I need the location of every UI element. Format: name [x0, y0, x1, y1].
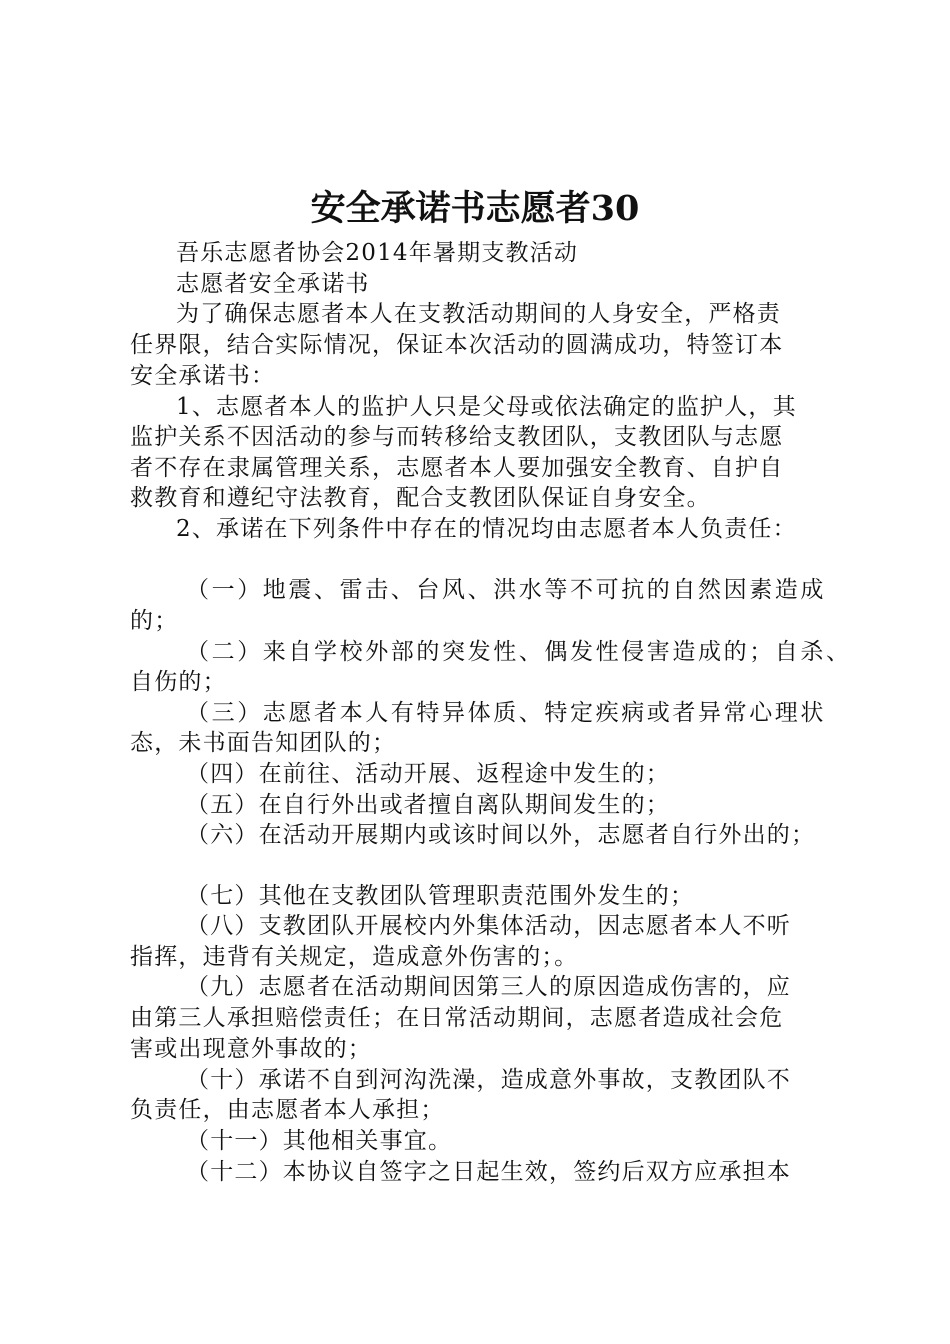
list-item-line: 负责任，由志愿者本人承担；: [130, 1097, 445, 1123]
paragraph-line: 任界限，结合实际情况，保证本次活动的圆满成功，特签订本: [130, 332, 784, 358]
subtitle-line: 志愿者安全承诺书: [176, 271, 370, 297]
list-item-line: 指挥，违背有关规定，造成意外伤害的；。: [130, 944, 579, 970]
list-item-line: （三）志愿者本人有特异体质、特定疾病或者异常心理状: [186, 700, 826, 726]
list-item-line: 由第三人承担赔偿责任；在日常活动期间，志愿者造成社会危: [130, 1005, 784, 1031]
paragraph-line: 者不存在隶属管理关系，志愿者本人要加强安全教育、自护自: [130, 455, 784, 481]
list-item-line: （九）志愿者在活动期间因第三人的原因造成伤害的，应: [186, 974, 791, 1000]
paragraph-line: 1、志愿者本人的监护人只是父母或依法确定的监护人，其: [176, 394, 797, 420]
list-item-line: （二）来自学校外部的突发性、偶发性侵害造成的；自杀、: [186, 639, 852, 665]
list-item-line: 害或出现意外事故的；: [130, 1036, 372, 1062]
list-item-line: （五）在自行外出或者擅自离队期间发生的；: [186, 792, 670, 818]
list-item-line: （六）在活动开展期内或该时间以外，志愿者自行外出的；: [186, 822, 816, 848]
list-item-line: （七）其他在支教团队管理职责范围外发生的；: [186, 883, 695, 909]
paragraph-line: 安全承诺书：: [130, 363, 276, 389]
list-item-line: （八）支教团队开展校内外集体活动，因志愿者本人不听: [186, 913, 791, 939]
paragraph-line: 救教育和遵纪守法教育，配合支教团队保证自身安全。: [130, 485, 711, 511]
list-item-line: 自伤的；: [130, 669, 227, 695]
paragraph-line: 2、承诺在下列条件中存在的情况均由志愿者本人负责任：: [176, 516, 797, 542]
list-item-line: （一）地震、雷击、台风、洪水等不可抗的自然因素造成: [186, 577, 826, 603]
list-item-line: （十）承诺不自到河沟洗澡，造成意外事故，支教团队不: [186, 1067, 791, 1093]
paragraph-line: 为了确保志愿者本人在支教活动期间的人身安全，严格责: [176, 301, 781, 327]
list-item-line: （十一）其他相关事宜。: [186, 1128, 453, 1154]
paragraph-line: 监护关系不因活动的参与而转移给支教团队，支教团队与志愿: [130, 424, 784, 450]
list-item-line: （四）在前往、活动开展、返程途中发生的；: [186, 761, 670, 787]
document-title: 安全承诺书志愿者30: [310, 188, 640, 229]
list-item-line: 态，未书面告知团队的；: [130, 730, 397, 756]
list-item-line: 的；: [130, 608, 179, 634]
list-item-line: （十二）本协议自签字之日起生效，签约后双方应承担本: [186, 1159, 791, 1185]
organizer-line: 吾乐志愿者协会2014年暑期支教活动: [176, 240, 579, 266]
